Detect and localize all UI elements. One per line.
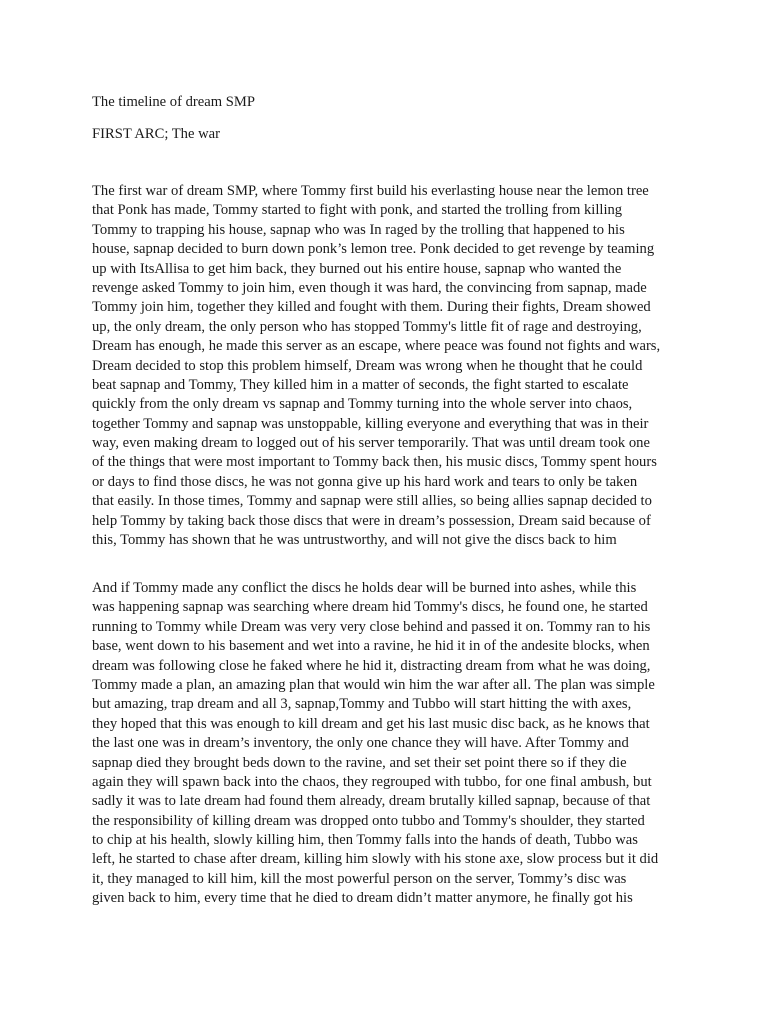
text-line: Dream has enough, he made this server as an escape, where peace was found not fights and wars, (92, 338, 661, 355)
text-line: base, went down to his basement and wet into a ravine, he hid it in of the andesite blocks, when (92, 638, 650, 655)
text-line: this, Tommy has shown that he was untrustworthy, and will not give the discs back to him (92, 532, 617, 549)
text-line: of the things that were most important to Tommy back then, his music discs, Tommy spent hours (92, 454, 657, 471)
text-line: that Ponk has made, Tommy started to fight with ponk, and started the trolling from killing (92, 202, 623, 219)
text-line: sapnap died they brought beds down to the ravine, and set their set point there so if they die (92, 754, 627, 771)
text-line: dream was following close he faked where he hid it, distracting dream from what he was doing, (92, 657, 651, 674)
text-line: again they will spawn back into the chaos, they regrouped with tubbo, for one final ambush, but (92, 773, 652, 790)
text-line: quickly from the only dream vs sapnap and Tommy turning into the whole server into chaos, (92, 396, 633, 413)
text-line: revenge asked Tommy to join him, even though it was hard, the convincing from sapnap, made (92, 279, 647, 296)
text-line: to chip at his health, slowly killing him, then Tommy falls into the hands of death, Tubbo was (92, 832, 638, 849)
text-line: up with ItsAllisa to get him back, they burned out his entire house, sapnap who wanted the (92, 260, 622, 277)
text-line: And if Tommy made any conflict the discs he holds dear will be burned into ashes, while this (92, 580, 637, 596)
text-line: running to Tommy while Dream was very very close behind and passed it on. Tommy ran to his (92, 618, 651, 635)
text-line: or days to find those discs, he was not gonna give up his hard work and tears to only be taken (92, 473, 638, 490)
text-line: Tommy join him, together they killed and fought with them. During their fights, Dream showed (92, 299, 651, 316)
text-line: house, sapnap decided to burn down ponk’s lemon tree. Ponk decided to get revenge by teaming (92, 241, 655, 258)
text-line: given back to him, every time that he died to dream didn’t matter anymore, he finally got his (92, 890, 633, 907)
text-line: The first war of dream SMP, where Tommy first build his everlasting house near the lemon tree (92, 183, 649, 199)
document-title: The timeline of dream SMP (92, 94, 255, 110)
paragraph-first-war (92, 182, 752, 550)
text-line: Tommy to trapping his house, sapnap who was In raged by the trolling that happened to his (92, 221, 625, 238)
text-line: sadly it was to late dream had found them already, dream brutally killed sapnap, because of that (92, 793, 651, 810)
arc-heading: FIRST ARC; The war (92, 126, 220, 142)
text-line: it, they managed to kill him, kill the most powerful person on the server, Tommy’s disc was (92, 870, 627, 887)
text-line: beat sapnap and Tommy, They killed him in a matter of seconds, the fight started to escalate (92, 376, 629, 393)
text-line: was happening sapnap was searching where dream hid Tommy's discs, he found one, he started (92, 599, 648, 616)
text-line: Tommy made a plan, an amazing plan that would win him the war after all. The plan was simple (92, 676, 655, 693)
text-line: together Tommy and sapnap was unstoppable, killing everyone and everything that was in their (92, 415, 649, 432)
text-line: left, he started to chase after dream, killing him slowly with his stone axe, slow process but it did (92, 851, 659, 868)
paragraph-disc-plan (92, 579, 752, 909)
text-line: but amazing, trap dream and all 3, sapnap,Tommy and Tubbo will start hitting the with axes, (92, 696, 632, 713)
text-line: that easily. In those times, Tommy and sapnap were still allies, so being allies sapnap decided to (92, 493, 652, 510)
text-line: the last one was in dream’s inventory, the only one chance they will have. After Tommy and (92, 735, 629, 752)
text-line: up, the only dream, the only person who has stopped Tommy's little fit of rage and destroying, (92, 318, 642, 335)
text-line: the responsibility of killing dream was dropped onto tubbo and Tommy's shoulder, they started (92, 812, 645, 829)
text-line: way, even making dream to logged out of his server temporarily. That was until dream took one (92, 435, 650, 452)
text-line: help Tommy by taking back those discs that were in dream’s possession, Dream said because of (92, 512, 651, 529)
text-line: Dream decided to stop this problem himself, Dream was wrong when he thought that he could (92, 357, 643, 374)
text-line: they hoped that this was enough to kill dream and get his last music disc back, as he knows that (92, 715, 650, 732)
